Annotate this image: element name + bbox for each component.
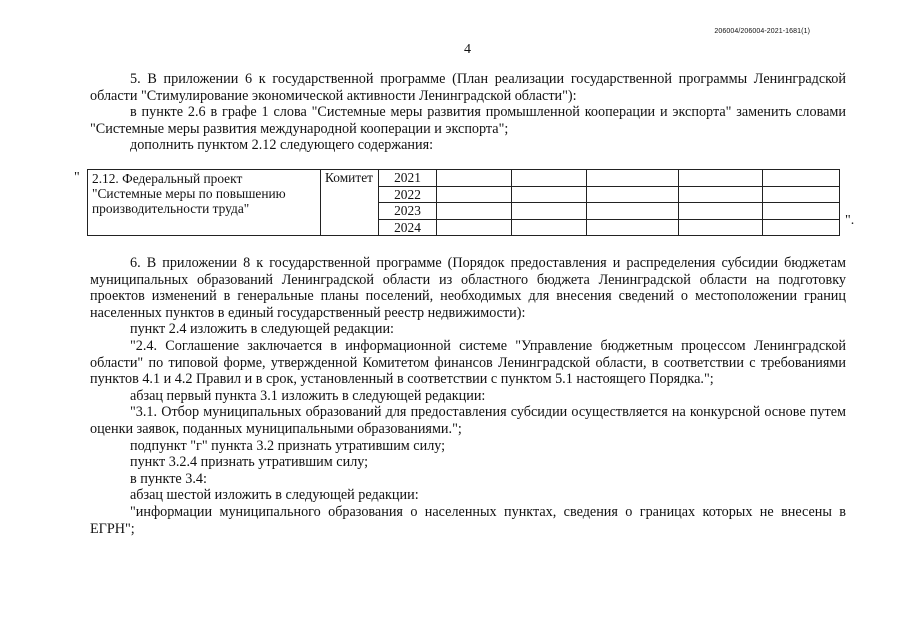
p24-text: "2.4. Соглашение заключается в информационной системе "Управление бюджетным процессом Ленинградской области" по типовой форме, утвержденной Комитетом финансов Ленинградской области, в соответствии с требованиями пунктов 4.1 и 4.2 Правил и в срок, установленный в соответствии с пунктом 5.1 настоящего Порядка."; [90,337,846,388]
value-cell [679,219,763,236]
p34-text: "информации муниципального образования о населенных пунктах, сведения о границах которых не внесены в ЕГРН"; [90,503,846,537]
p31-text: "3.1. Отбор муниципальных образований для предоставления субсидии осуществляется на конкурсной основе путем оценки заявок, поданных муниципальными образованиями."; [90,404,846,437]
section-6 [90,255,846,537]
plan-table [87,169,840,236]
plan-table-wrapper [87,169,839,237]
p31-title: абзац первый пункта 3.1 изложить в следующей редакции: [130,387,486,404]
measure-name-line: 2.12. Федеральный проект [92,171,243,186]
value-cell [437,219,512,236]
value-cell [763,170,840,187]
p32g: подпункт "г" пункта 3.2 признать утратившим силу; [130,437,446,454]
section-5 [90,71,846,154]
value-cell [512,203,587,220]
year-cell: 2021 [379,170,437,187]
measure-name-line: "Системные меры по повышению [92,186,286,201]
section-6-intro: 6. В приложении 8 к государственной программе (Порядок предоставления и распределения субсидии бюджетам муниципальных образований Ленинградской области из областного бюджета Ленинградской области на подготовку проектов изменений в генеральные планы поселений, необходимых для внесения сведений о местоположении границ населенных пунктов в единый государственный реестр недвижимости): [90,255,846,321]
value-cell [437,170,512,187]
p34-abz: абзац шестой изложить в следующей редакции: [130,487,419,504]
value-cell [587,219,679,236]
measure-name-line: производительности труда" [92,201,250,216]
value-cell [437,203,512,220]
p324: пункт 3.2.4 признать утратившим силу; [130,454,369,471]
year-cell: 2023 [379,203,437,220]
value-cell [679,186,763,203]
table-close-quote: ". [845,213,855,228]
value-cell [437,186,512,203]
value-cell [512,219,587,236]
value-cell [587,186,679,203]
table-row [88,170,840,187]
measure-name-cell [88,170,321,236]
value-cell [679,203,763,220]
value-cell [763,219,840,236]
section-5-add: дополнить пунктом 2.12 следующего содержания: [130,137,434,154]
value-cell [763,186,840,203]
executor-cell: Комитет [321,170,379,236]
value-cell [587,170,679,187]
value-cell [763,203,840,220]
table-open-quote: " [74,170,80,185]
value-cell [512,186,587,203]
section-5-replace: в пункте 2.6 в графе 1 слова "Системные меры развития промышленной кооперации и экспорта" заменить словами "Системные меры развития международной кооперации и экспорта"; [90,104,846,137]
p24-title: пункт 2.4 изложить в следующей редакции: [130,321,394,338]
section-5-intro: 5. В приложении 6 к государственной программе (План реализации государственной программы Ленинградской области "Стимулирование экономической активности Ленинградской области"): [90,71,846,104]
page-number: 4 [464,42,471,57]
value-cell [512,170,587,187]
year-cell: 2024 [379,219,437,236]
value-cell [679,170,763,187]
p34: в пункте 3.4: [130,470,207,487]
value-cell [587,203,679,220]
year-cell: 2022 [379,186,437,203]
document-id: 206004/206004-2021-1681(1) [714,28,810,35]
